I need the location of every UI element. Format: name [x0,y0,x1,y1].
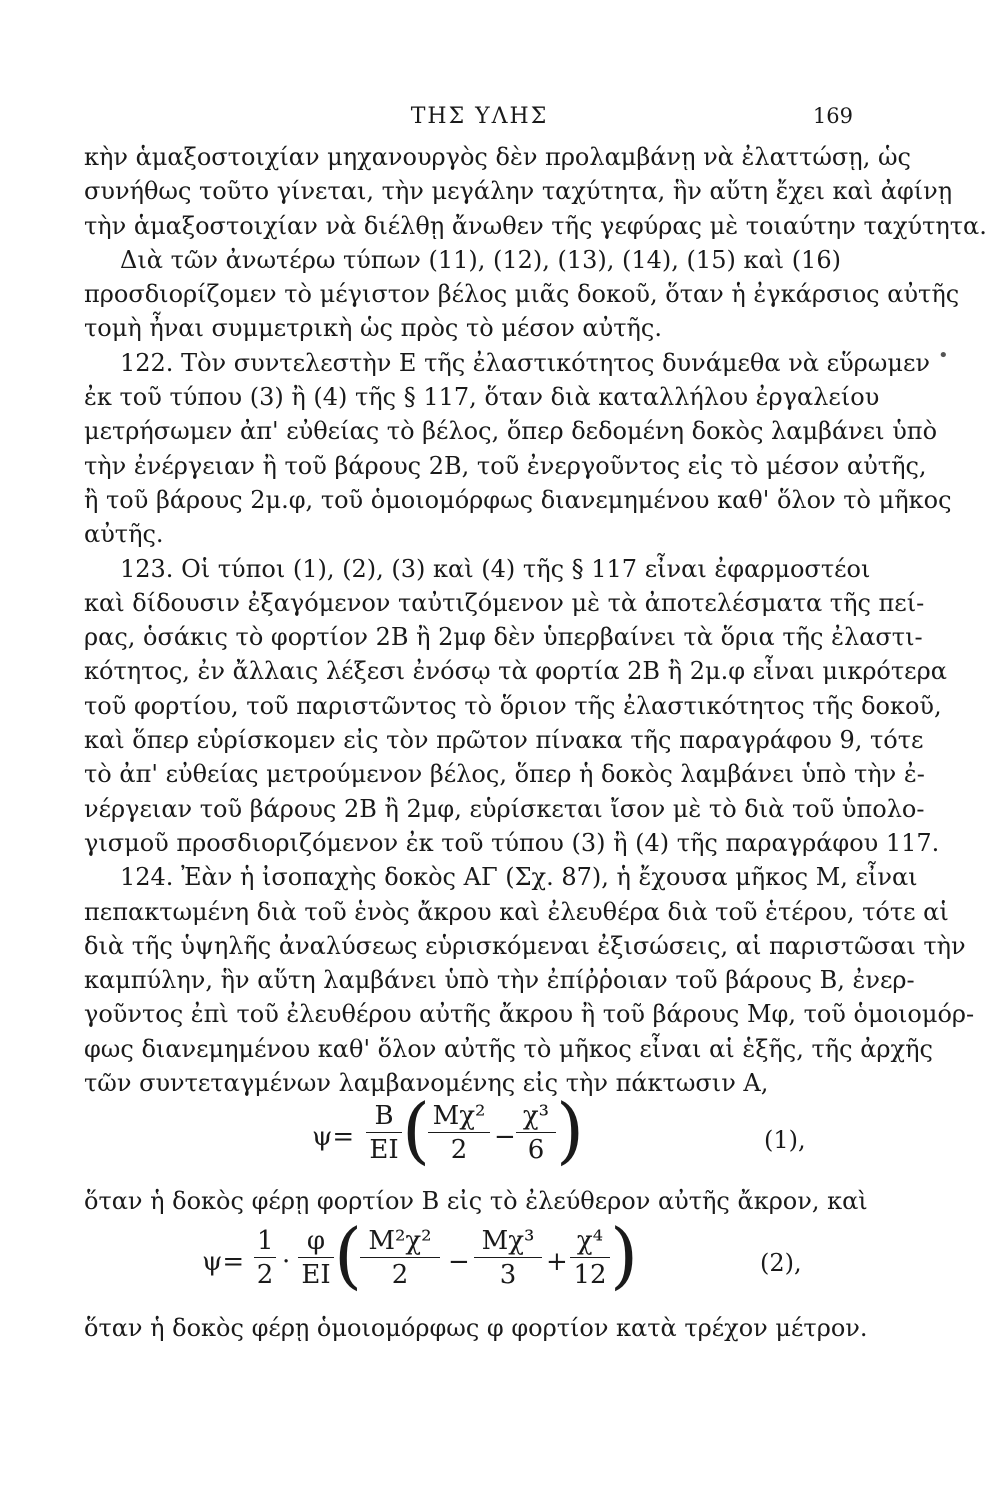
text-line: καμπύλην, ἣν αὕτη λαμβάνει ὑπὸ τὴν ἐπίῤῥοιαν τοῦ βάρους Β, ἐνερ- [84,966,915,995]
eq2-coef1-numerator: 1 [254,1225,276,1258]
eq1-term2-numerator: χ³ [516,1100,556,1133]
text-line: νέργειαν τοῦ βάρους 2Β ἢ 2μφ, εὑρίσκεται ἴσον μὲ τὸ διὰ τοῦ ὑπολο- [84,794,925,823]
text-line: τὴν ἐνέργειαν ἢ τοῦ βάρους 2Β, τοῦ ἐνεργοῦντος εἰς τὸ μέσον αὐτῆς, [84,451,927,480]
text-line: τοῦ φορτίου, τοῦ παριστῶντος τὸ ὅριον τῆς ἐλαστικότητος τῆς δοκοῦ, [84,691,942,720]
eq2-plus: + [546,1246,568,1277]
eq2-term3-denominator: 12 [573,1259,607,1290]
text-line: μετρήσωμεν ἀπ' εὐθείας τὸ βέλος, ὅπερ δεδομένη δοκὸς λαμβάνει ὑπὸ [84,417,938,446]
eq2-dot: · [282,1246,291,1277]
eq2-coef2-denominator: ΕΙ [301,1259,331,1290]
eq1-minus: − [494,1122,516,1153]
text-line: ὅταν ἡ δοκὸς φέρῃ φορτίον Β εἰς τὸ ἐλεύθερον αὐτῆς ἄκρον, καὶ [84,1187,868,1216]
eq1-close-paren: ) [556,1088,585,1173]
eq1-term2-denominator: 6 [527,1135,545,1166]
page-number: 169 [812,104,853,128]
eq2-number: (2), [760,1248,802,1277]
eq1-term1-numerator: Μχ² [428,1100,490,1133]
text-line: κὴν ἁμαξοστοιχίαν μηχανουργὸς δὲν προλαμβάνῃ νὰ ἐλαττώσῃ, ὡς [84,143,911,171]
eq2-term1-numerator: Μ²χ² [360,1225,440,1258]
text-line: τὸ ἀπ' εὐθείας μετρούμενον βέλος, ὅπερ ἡ δοκὸς λαμβάνει ὑπὸ τὴν ἐ- [84,760,925,789]
text-line: ρας, ὁσάκις τὸ φορτίον 2Β ἢ 2μφ δὲν ὑπερβαίνει τὰ ὅρια τῆς ἐλαστι- [84,623,923,652]
equation-1 [84,1088,824,1184]
eq1-lhs: ψ= [312,1122,355,1153]
eq2-term3-numerator: χ⁴ [570,1225,610,1258]
text-line: φως διανεμημένου καθ' ὅλον αὐτῆς τὸ μῆκος εἶναι αἱ ἑξῆς, τῆς ἀρχῆς [84,1034,933,1063]
eq2-open-paren: ( [334,1212,363,1297]
text-line: διὰ τῆς ὑψηλῆς ἀναλύσεως εὑρισκόμεναι ἐξισώσεις, αἱ παριστῶσαι τὴν [84,931,966,960]
eq1-open-paren: ( [402,1088,431,1173]
page-body [84,140,987,1345]
eq2-minus: − [448,1246,470,1277]
eq2-coef1-denominator: 2 [256,1259,274,1290]
text-line: καὶ δίδουσιν ἐξαγόμενον ταὐτιζόμενον μὲ τὰ ἀποτελέσματα τῆς πεί- [84,588,925,617]
text-line: γοῦντος ἐπὶ τοῦ ἐλευθέρου αὐτῆς ἄκρου ἢ τοῦ βάρους Μφ, τοῦ ὁμοιομόρ- [84,1000,975,1029]
text-line: τὴν ἁμαξοστοιχίαν νὰ διέλθῃ ἄνωθεν τῆς γεφύρας μὲ τοιαύτην ταχύτητα. [84,211,987,240]
text-line: κότητος, ἐν ἄλλαις λέξεσι ἐνόσῳ τὰ φορτία 2Β ἢ 2μ.φ εἶναι μικρότερα [84,657,947,686]
text-line: συνήθως τοῦτο γίνεται, τὴν μεγάλην ταχύτητα, ἣν αὕτη ἔχει καὶ ἀφίνῃ [84,177,953,206]
eq2-term2-denominator: 3 [499,1259,517,1290]
eq2-lhs: ψ= [202,1246,245,1277]
margin-speck: • [938,345,949,366]
text-line: ἢ τοῦ βάρους 2μ.φ, τοῦ ὁμοιομόρφως διανεμημένου καθ' ὅλον τὸ μῆκος [84,485,952,514]
eq1-term2-fraction [516,1100,556,1167]
eq2-term2-fraction [474,1225,542,1292]
eq1-coef-fraction [366,1100,402,1167]
eq2-close-paren: ) [610,1212,639,1297]
eq2-coef1-fraction [254,1225,276,1292]
eq1-coef-numerator: Β [366,1100,402,1133]
text-line: τομὴ ἦναι συμμετρικὴ ὡς πρὸς τὸ μέσον αὐτῆς. [84,314,662,343]
eq2-term1-fraction [360,1225,440,1292]
eq2-term2-numerator: Μχ³ [474,1225,542,1258]
text-line: τῶν συντεταγμένων λαμβανομένης εἰς τὴν πάκτωσιν Α, [84,1069,769,1098]
text-line: καὶ ὅπερ εὑρίσκομεν εἰς τὸν πρῶτον πίνακα τῆς παραγράφου 9, τότε [84,726,924,755]
text-line: γισμοῦ προσδιοριζόμενον ἐκ τοῦ τύπου (3) ἢ (4) τῆς παραγράφου 117. [84,828,940,857]
text-line: αὐτῆς. [84,520,164,549]
text-line: προσδιορίζομεν τὸ μέγιστον βέλος μιᾶς δοκοῦ, ὅταν ἡ ἐγκάρσιος αὐτῆς [84,280,960,309]
text-line: πεπακτωμένη διὰ τοῦ ἑνὸς ἄκρου καὶ ἐλευθέρα διὰ τοῦ ἑτέρου, τότε αἱ [84,897,949,926]
equation-2 [84,1212,824,1311]
eq1-term1-fraction [428,1100,490,1167]
eq2-coef2-numerator: φ [298,1225,334,1258]
eq2-coef2-fraction [298,1225,334,1292]
eq1-coef-denominator: ΕΙ [369,1135,399,1166]
text-line: ὅταν ἡ δοκὸς φέρῃ ὁμοιομόρφως φ φορτίον κατὰ τρέχον μέτρον. [84,1313,868,1342]
text-line: ἐκ τοῦ τύπου (3) ἢ (4) τῆς § 117, ὅταν διὰ καταλλήλου ἐργαλείου [84,383,880,412]
eq2-term3-fraction [570,1225,610,1292]
page-header [0,104,959,134]
eq1-number: (1), [764,1126,806,1155]
text-line: 122. Τὸν συντελεστὴν Ε τῆς ἐλαστικότητος δυνάμεθα νὰ εὕρωμεν [120,348,930,377]
text-line: Διὰ τῶν ἀνωτέρω τύπων (11), (12), (13), (14), (15) καὶ (16) [120,245,841,274]
running-head: ΤΗΣ ΥΛΗΣ [410,104,549,129]
text-line: 123. Οἱ τύποι (1), (2), (3) καὶ (4) τῆς § 117 εἶναι ἐφαρμοστέοι [120,554,871,583]
eq1-term1-denominator: 2 [450,1135,468,1166]
text-line: 124. Ἐὰν ἡ ἰσοπαχὴς δοκὸς ΑΓ (Σχ. 87), ἡ ἔχουσα μῆκος Μ, εἶναι [120,863,918,892]
eq2-term1-denominator: 2 [391,1259,409,1290]
